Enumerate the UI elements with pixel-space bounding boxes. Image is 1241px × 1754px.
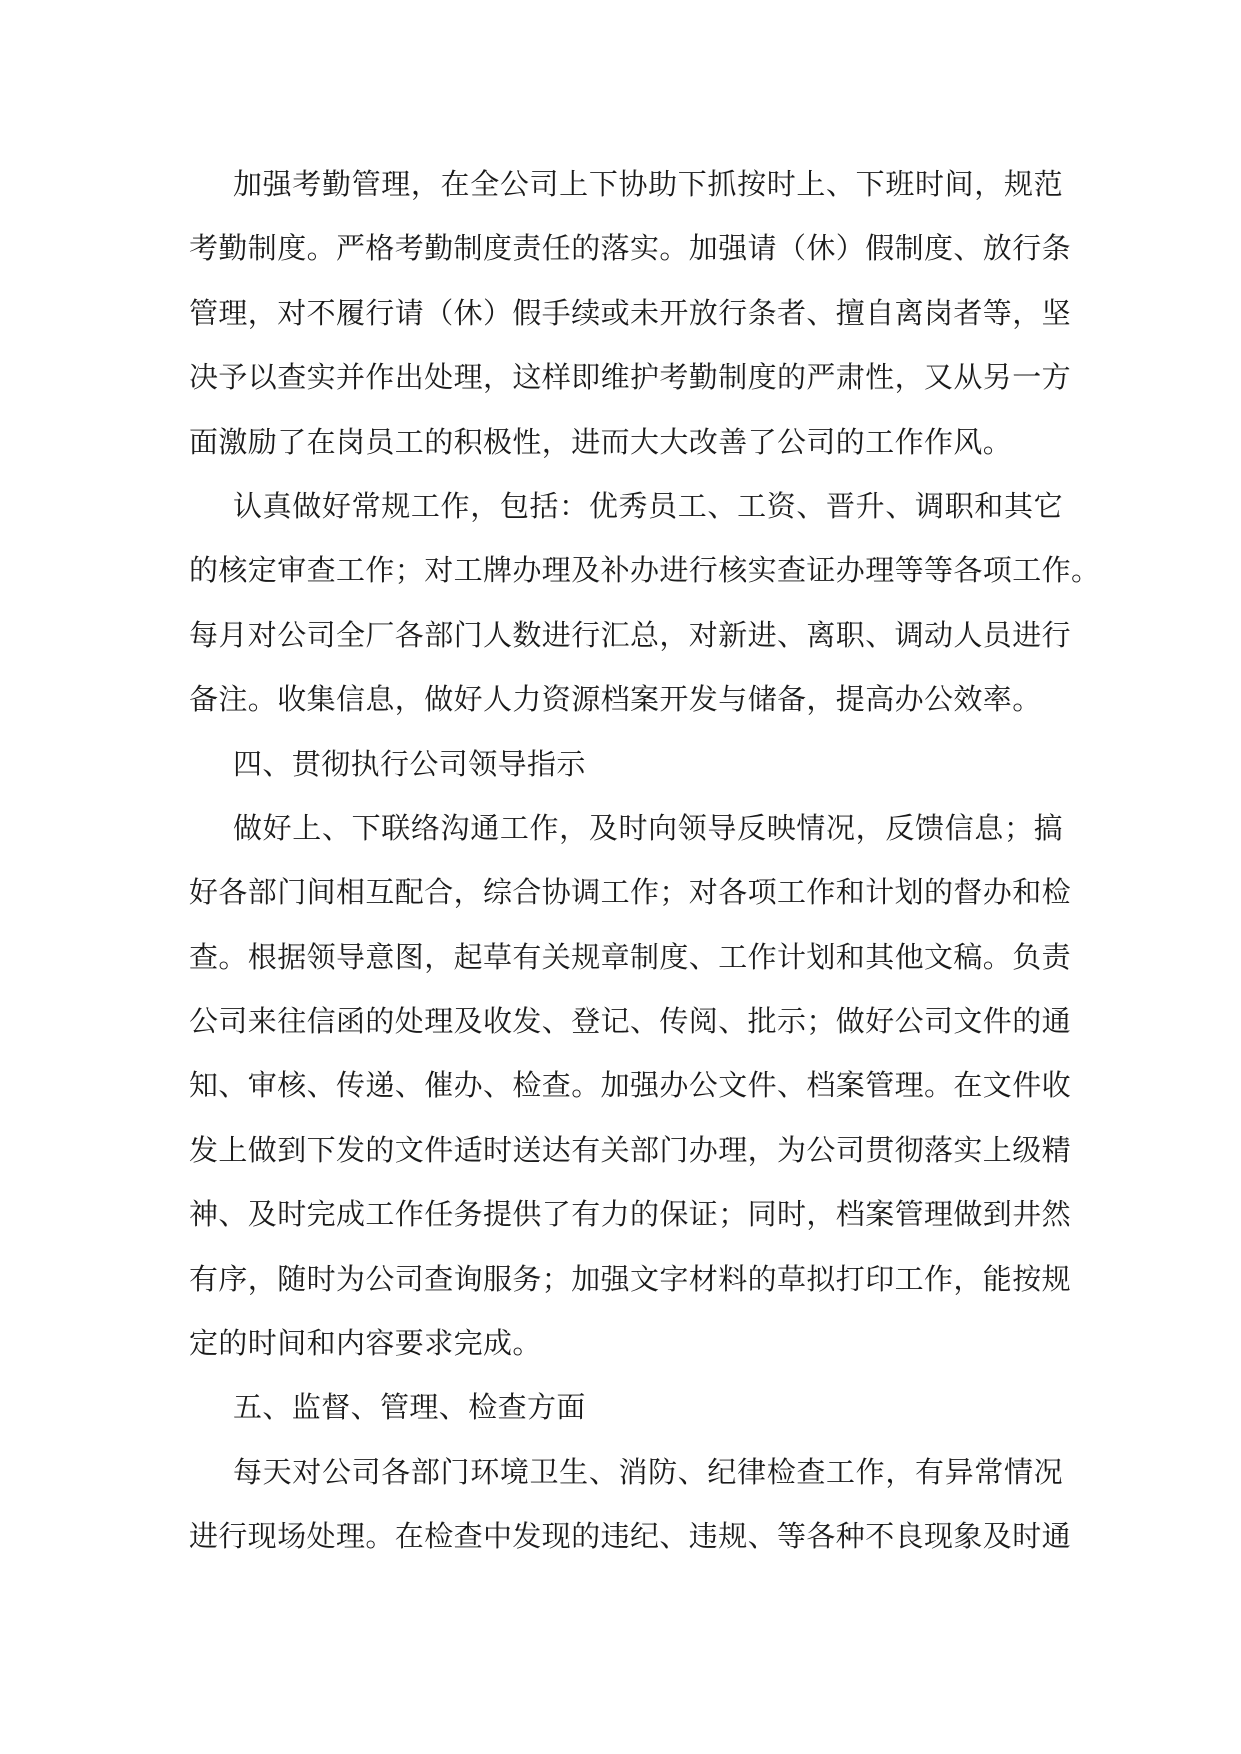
- paragraph-line: 发上做到下发的文件适时送达有关部门办理，为公司贯彻落实上级精: [189, 1132, 1072, 1167]
- paragraph-line: 公司来往信函的处理及收发、登记、传阅、批示；做好公司文件的通: [189, 1004, 1072, 1039]
- document-body: [189, 152, 1101, 1569]
- paragraph-line: 进行现场处理。在检查中发现的违纪、违规、等各种不良现象及时通: [189, 1519, 1072, 1554]
- paragraph-line: 面激励了在岗员工的积极性，进而大大改善了公司的工作作风。: [189, 424, 1013, 459]
- paragraph-line: 做好上、下联络沟通工作，及时向领导反映情况，反馈信息；搞: [233, 810, 1063, 845]
- paragraph-line: 定的时间和内容要求完成。: [189, 1326, 542, 1361]
- paragraph-line: 查。根据领导意图，起草有关规章制度、工作计划和其他文稿。负责: [189, 939, 1072, 974]
- paragraph-line: 每月对公司全厂各部门人数进行汇总，对新进、离职、调动人员进行: [189, 617, 1072, 652]
- section-heading: 四、贯彻执行公司领导指示: [233, 746, 586, 781]
- paragraph-line: 考勤制度。严格考勤制度责任的落实。加强请（休）假制度、放行条: [189, 231, 1072, 266]
- paragraph-line: 决予以查实并作出处理，这样即维护考勤制度的严肃性，又从另一方: [189, 360, 1072, 395]
- paragraph-line: 备注。收集信息，做好人力资源档案开发与储备，提高办公效率。: [189, 682, 1042, 717]
- paragraph-line: 的核定审查工作；对工牌办理及补办进行核实查证办理等等各项工作。: [189, 553, 1101, 588]
- paragraph-line: 管理，对不履行请（休）假手续或未开放行条者、擅自离岗者等，坚: [189, 295, 1072, 330]
- paragraph-line: 加强考勤管理，在全公司上下协助下抓按时上、下班时间，规范: [233, 167, 1063, 201]
- paragraph-line: 认真做好常规工作，包括：优秀员工、工资、晋升、调职和其它: [233, 488, 1063, 523]
- paragraph-line: 好各部门间相互配合，综合协调工作；对各项工作和计划的督办和检: [189, 875, 1072, 910]
- section-heading: 五、监督、管理、检查方面: [233, 1390, 586, 1425]
- paragraph-line: 神、及时完成工作任务提供了有力的保证；同时，档案管理做到井然: [189, 1197, 1072, 1232]
- paragraph-line: 知、审核、传递、催办、检查。加强办公文件、档案管理。在文件收: [189, 1068, 1072, 1103]
- paragraph-line: 每天对公司各部门环境卫生、消防、纪律检查工作，有异常情况: [233, 1454, 1063, 1489]
- paragraph-line: 有序，随时为公司查询服务；加强文字材料的草拟打印工作，能按规: [189, 1261, 1072, 1296]
